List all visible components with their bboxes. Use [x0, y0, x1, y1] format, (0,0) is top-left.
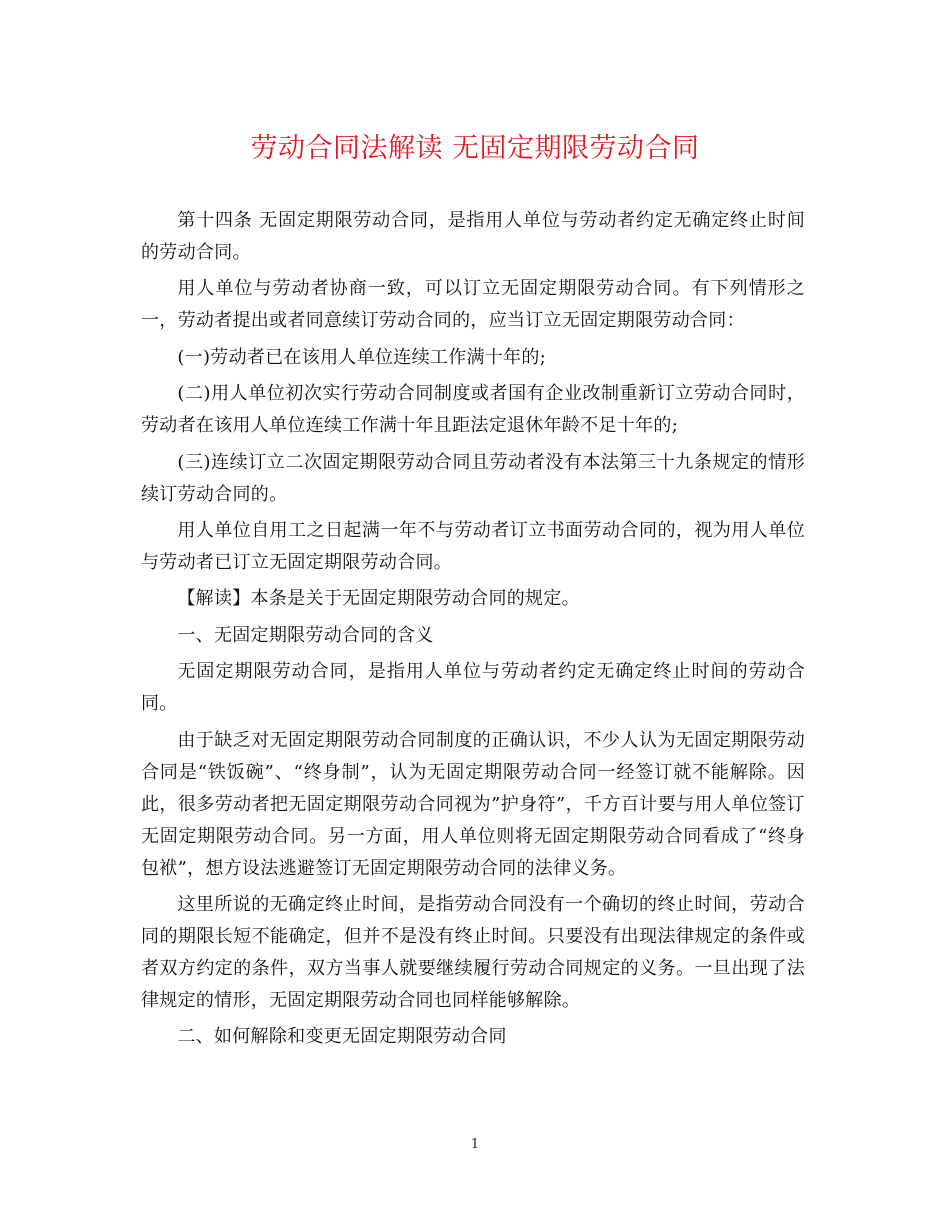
document-body: [141, 205, 805, 1058]
paragraph-misconception: 由于缺乏对无固定期限劳动合同制度的正确认识，不少人认为无固定期限劳动合同是“铁饭碗”、“终身制”，认为无固定期限劳动合同一经签订就不能解除。因此，很多劳动者把无固定期限劳动合同视为”护身符”，千方百计要与用人单位签订无固定期限劳动合同。另一方面，用人单位则将无固定期限劳动合同看成了“终身包袱”，想方设法逃避签订无固定期限劳动合同的法律义务。: [141, 729, 805, 879]
paragraph-deemed-contract: 用人单位自用工之日起满一年不与劳动者订立书面劳动合同的，视为用人单位与劳动者已订立无固定期限劳动合同。: [141, 519, 805, 573]
paragraph-article-14: 第十四条 无固定期限劳动合同，是指用人单位与劳动者约定无确定终止时间的劳动合同。: [141, 210, 805, 263]
paragraph-interpretation: 【解读】本条是关于无固定期限劳动合同的规定。: [177, 588, 580, 610]
page-number: 1: [470, 1137, 480, 1152]
paragraph-conditions-intro: 用人单位与劳动者协商一致，可以订立无固定期限劳动合同。有下列情形之一，劳动者提出或者同意续订劳动合同的，应当订立无固定期限劳动合同：: [141, 278, 805, 332]
paragraph-no-fixed-end: 这里所说的无确定终止时间，是指劳动合同没有一个确切的终止时间，劳动合同的期限长短不能确定，但并不是没有终止时间。只要没有出现法律规定的条件或者双方约定的条件，双方当事人就要继续履行劳动合同规定的义务。一旦出现了法律规定的情形，无固定期限劳动合同也同样能够解除。: [141, 893, 805, 1011]
paragraph-definition: 无固定期限劳动合同，是指用人单位与劳动者约定无确定终止时间的劳动合同。: [141, 661, 805, 715]
paragraph-condition-3: (三)连续订立二次固定期限劳动合同且劳动者没有本法第三十九条规定的情形续订劳动合同的。: [141, 451, 805, 505]
document-title: 劳动合同法解读 无固定期限劳动合同: [250, 133, 700, 164]
paragraph-condition-1: (一)劳动者已在该用人单位连续工作满十年的;: [177, 346, 547, 368]
section-heading-2: 二、如何解除和变更无固定期限劳动合同: [177, 1026, 507, 1048]
paragraph-condition-2: (二)用人单位初次实行劳动合同制度或者国有企业改制重新订立劳动合同时，劳动者在该用人单位连续工作满十年且距法定退休年龄不足十年的;: [141, 383, 805, 437]
section-heading-1: 一、无固定期限劳动合同的含义: [177, 624, 434, 646]
